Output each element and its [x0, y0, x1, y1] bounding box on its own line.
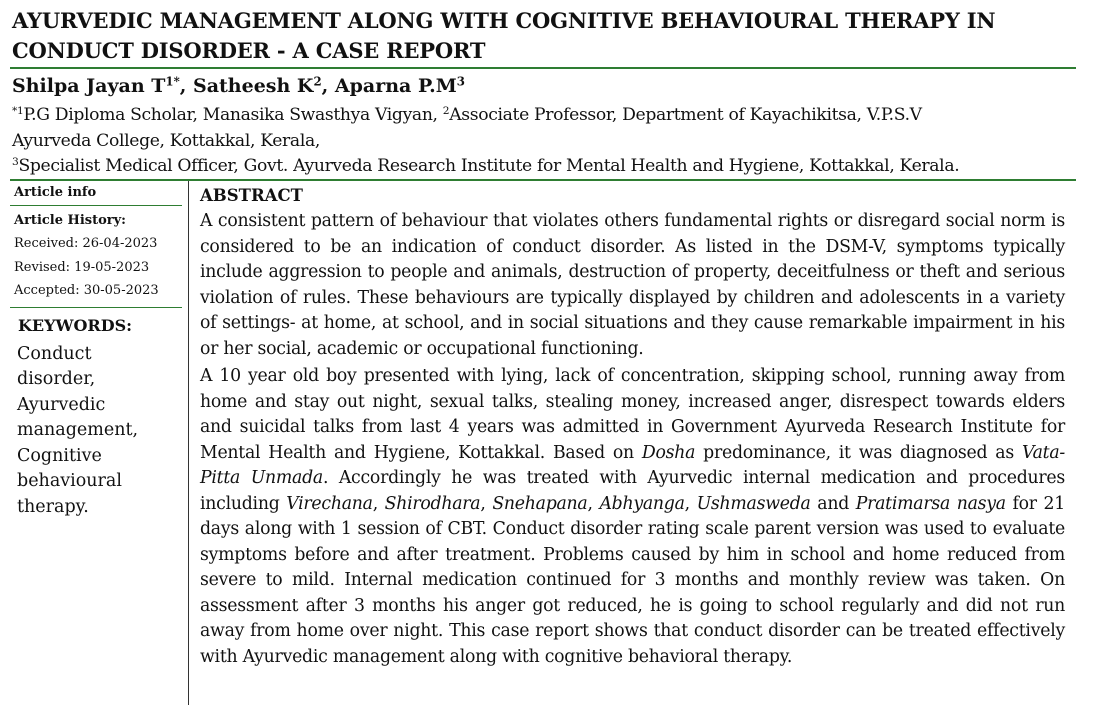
- accepted-date: Accepted: 30-05-2023: [14, 283, 159, 298]
- abstract-text: for 21 days along with 1 session of CBT. Conduct disorder rating scale parent version was used to evaluate symptoms before and after treatment. Problems caused by him in school and home reduced from severe to mild. Internal medication continued for 3 months and monthly review was taken. On assessment after 3 months his anger got reduced, he is going to school regularly and did not run away from home over night. This case report shows that conduct disorder can be treated effectively with Ayurvedic management along with cognitive behavioral therapy.: [200, 493, 1065, 667]
- author-affiliation-mark: 1*: [165, 74, 180, 89]
- abstract-text: A 10 year old boy presented with lying, lack of concentration, skipping school, running away from home and stay out night, sexual talks, stealing money, increased anger, disrespect towards elders and suicidal talks from last 4 years was admitted in Government Ayurveda Research Institute for Mental Health and Hygiene, Kottakkal. Based on: [200, 366, 1065, 463]
- affiliation-mark: 3: [12, 155, 19, 169]
- affiliation-line: [12, 154, 1072, 180]
- abstract-text: ,: [480, 493, 493, 514]
- affiliation-text: Specialist Medical Officer, Govt. Ayurveda Research Institute for Mental Health and Hygiene, Kottakkal, Kerala.: [18, 156, 960, 176]
- revised-date: Revised: 19-05-2023: [14, 259, 150, 275]
- abstract-text: ,: [684, 493, 697, 514]
- sanskrit-term: Abhyanga: [599, 493, 685, 514]
- abstract-text: ,: [372, 493, 385, 514]
- sanskrit-term: Pratimarsa nasya: [855, 493, 1006, 514]
- abstract-text: and: [810, 493, 856, 514]
- author-affiliation-mark: 2: [313, 74, 322, 89]
- affiliations: [12, 103, 1072, 180]
- affiliation-line: Ayurveda College, Kottakkal, Kerala,: [12, 130, 320, 151]
- abstract-paragraph: A consistent pattern of behaviour that violates others fundamental rights or disregard social norm is considered to be an indication of conduct disorder. As listed in the DSM-V, symptoms typically include aggression to people and animals, destruction of property, deceitfulness or theft and serious violation of rules. These behaviours are typically displayed by children and adolescents in a variety of settings- at home, at school, and in social situations and they cause remarkable impairment in his or her social, academic or occupational functioning.: [200, 211, 1065, 359]
- author-name: Shilpa Jayan T: [12, 75, 166, 97]
- abstract-text: predominance, it was diagnosed as: [695, 442, 1022, 463]
- sidebar-divider: [10, 205, 182, 206]
- sanskrit-term: Shirodhara: [384, 493, 481, 514]
- sidebar-divider: [10, 307, 182, 308]
- article-info-sidebar: [10, 183, 186, 520]
- abstract-text: . Accordingly he was treated with Ayurvedic internal medication and procedures including: [200, 468, 1065, 514]
- sanskrit-term: Snehapana: [492, 493, 588, 514]
- affiliation-line: [12, 103, 1072, 129]
- article-history-label: Article History:: [14, 213, 126, 228]
- sanskrit-term: Virechana: [286, 493, 373, 514]
- author-separator: ,: [179, 75, 193, 97]
- sanskrit-term: Vata-Pitta Unmada: [200, 442, 1065, 488]
- abstract-section: [200, 183, 1065, 670]
- title-divider: [10, 67, 1076, 69]
- abstract-paragraph: [200, 364, 1065, 670]
- author-affiliation-mark: 3: [456, 74, 465, 89]
- keywords-text: Conduct disorder, Ayurvedic management, Cognitive behavioural therapy.: [17, 343, 139, 517]
- column-divider: [188, 181, 189, 705]
- article-title: AYURVEDIC MANAGEMENT ALONG WITH COGNITIVE BEHAVIOURAL THERAPY IN CONDUCT DISORDER - A CASE REPORT: [12, 8, 996, 63]
- abstract-heading: ABSTRACT: [200, 186, 303, 205]
- header-divider: [10, 179, 1076, 181]
- author-list: [12, 72, 465, 100]
- abstract-text: ,: [587, 493, 600, 514]
- keywords-heading: KEYWORDS:: [18, 315, 133, 335]
- affiliation-mark: *1: [12, 104, 24, 118]
- affiliation-text: P.G Diploma Scholar, Manasika Swasthya Vigyan,: [23, 105, 443, 125]
- received-date: Received: 26-04-2023: [14, 236, 158, 251]
- author-name: Satheesh K: [192, 75, 314, 97]
- sanskrit-term: Dosha: [641, 442, 696, 463]
- affiliation-text: Associate Professor, Department of Kayachikitsa, V.P.S.V: [449, 105, 922, 125]
- author-name: Aparna P.M: [334, 75, 457, 97]
- article-info-heading: Article info: [14, 185, 97, 200]
- sanskrit-term: Ushmasweda: [696, 493, 811, 514]
- author-separator: ,: [321, 75, 335, 97]
- affiliation-mark: 2: [442, 104, 450, 118]
